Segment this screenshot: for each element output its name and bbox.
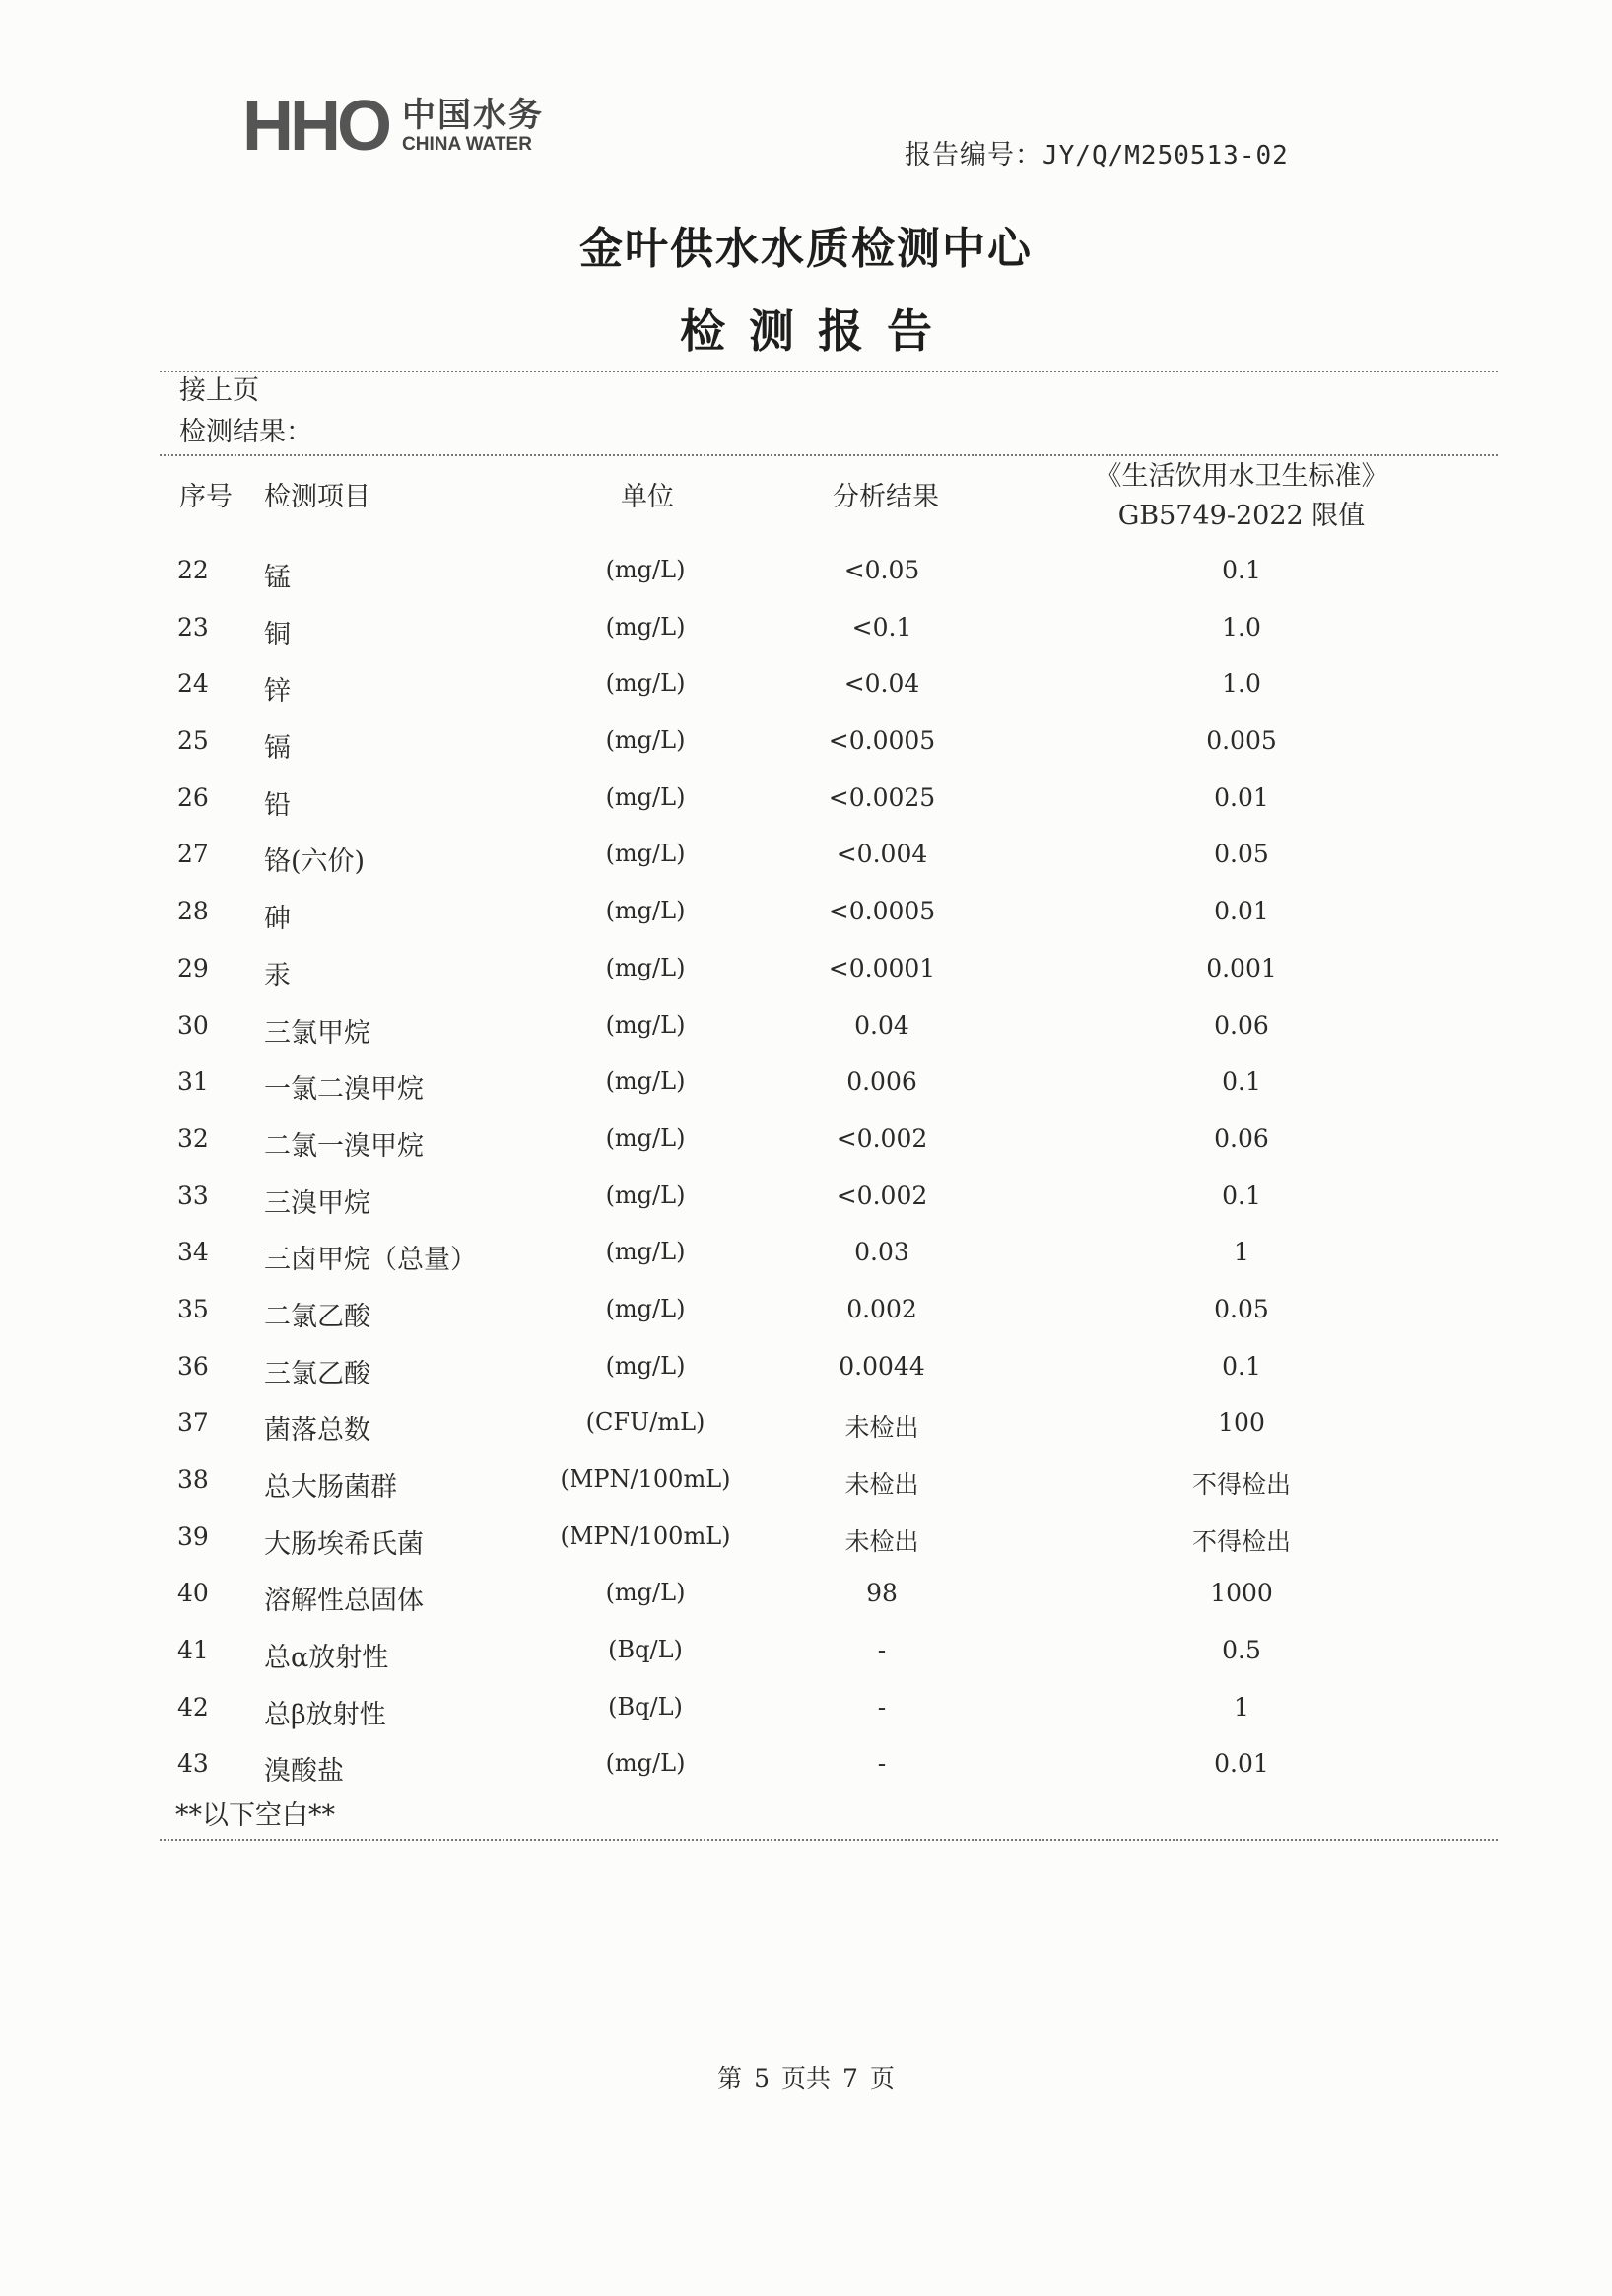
row-seq: 40 bbox=[177, 1579, 209, 1608]
row-limit: 0.01 bbox=[1214, 897, 1269, 926]
row-unit: (mg/L) bbox=[605, 1238, 686, 1266]
table-row bbox=[0, 1396, 1612, 1453]
row-limit: 0.5 bbox=[1222, 1636, 1261, 1665]
row-item: 总大肠菌群 bbox=[264, 1472, 397, 1503]
row-item: 铅 bbox=[264, 789, 291, 821]
row-limit: 0.05 bbox=[1214, 840, 1269, 869]
row-unit: (mg/L) bbox=[605, 1067, 686, 1096]
row-item: 镉 bbox=[264, 733, 291, 765]
page-footer bbox=[0, 2060, 1612, 2095]
row-seq: 23 bbox=[177, 612, 209, 642]
row-item: 锌 bbox=[264, 676, 291, 708]
table-header bbox=[0, 455, 1612, 540]
logo-mark: HHO bbox=[242, 87, 388, 166]
row-result: <0.0025 bbox=[828, 782, 936, 812]
logo bbox=[242, 87, 544, 166]
row-seq: 36 bbox=[177, 1351, 209, 1381]
row-seq: 25 bbox=[177, 726, 209, 756]
row-item: 三氯甲烷 bbox=[264, 1017, 370, 1048]
col-seq: 序号 bbox=[179, 482, 233, 512]
row-result: <0.0005 bbox=[828, 897, 936, 926]
row-limit: 不得检出 bbox=[1191, 1470, 1291, 1499]
report-number-label: 报告编号： bbox=[905, 140, 1042, 170]
row-seq: 28 bbox=[177, 897, 209, 926]
row-seq: 35 bbox=[177, 1294, 209, 1323]
row-seq: 41 bbox=[177, 1636, 209, 1665]
page-suffix: 页 bbox=[869, 2064, 895, 2093]
row-seq: 42 bbox=[177, 1692, 209, 1722]
row-item: 二氯一溴甲烷 bbox=[264, 1130, 424, 1162]
row-unit: (mg/L) bbox=[605, 1010, 686, 1039]
row-limit: 1 bbox=[1234, 1238, 1249, 1267]
row-seq: 34 bbox=[177, 1238, 209, 1267]
col-limit bbox=[1064, 457, 1419, 536]
row-result: <0.002 bbox=[836, 1123, 928, 1153]
table-row bbox=[0, 544, 1612, 601]
row-result: - bbox=[877, 1636, 887, 1665]
table-row bbox=[0, 828, 1612, 885]
report-number bbox=[905, 133, 1289, 171]
row-result: 未检出 bbox=[844, 1470, 919, 1499]
row-result: 0.006 bbox=[846, 1067, 917, 1097]
row-limit: 0.1 bbox=[1222, 1181, 1261, 1210]
row-result: 0.04 bbox=[854, 1010, 909, 1040]
row-limit: 1 bbox=[1234, 1692, 1249, 1722]
row-unit: (mg/L) bbox=[605, 556, 686, 583]
table-row bbox=[0, 999, 1612, 1056]
row-seq: 27 bbox=[177, 840, 209, 869]
row-unit: (MPN/100mL) bbox=[560, 1465, 731, 1493]
row-result: <0.0005 bbox=[828, 726, 936, 756]
row-item: 总β放射性 bbox=[264, 1699, 386, 1730]
results-label: 检测结果： bbox=[179, 417, 312, 447]
col-item: 检测项目 bbox=[264, 482, 370, 512]
row-unit: (Bq/L) bbox=[608, 1636, 683, 1664]
row-unit: (Bq/L) bbox=[608, 1692, 683, 1721]
row-item: 总α放射性 bbox=[264, 1643, 389, 1674]
table-row bbox=[0, 1055, 1612, 1113]
row-limit: 0.1 bbox=[1222, 556, 1261, 584]
row-limit: 0.05 bbox=[1214, 1294, 1269, 1323]
row-item: 锰 bbox=[264, 563, 291, 593]
report-number-value: JY/Q/M250513-02 bbox=[1042, 141, 1289, 170]
row-unit: (mg/L) bbox=[605, 612, 686, 641]
row-result: 0.002 bbox=[846, 1294, 917, 1323]
table-row bbox=[0, 1567, 1612, 1624]
row-result: <0.04 bbox=[843, 669, 920, 699]
row-unit: (mg/L) bbox=[605, 782, 686, 811]
row-unit: (CFU/mL) bbox=[585, 1408, 705, 1437]
row-item: 三卤甲烷（总量） bbox=[264, 1245, 477, 1276]
row-seq: 30 bbox=[177, 1010, 209, 1040]
row-limit: 不得检出 bbox=[1191, 1526, 1291, 1556]
table-row bbox=[0, 1624, 1612, 1681]
row-unit: (mg/L) bbox=[605, 1123, 686, 1152]
row-seq: 31 bbox=[177, 1067, 209, 1097]
row-item: 一氯二溴甲烷 bbox=[264, 1074, 424, 1106]
row-limit: 0.06 bbox=[1214, 1123, 1269, 1153]
row-seq: 38 bbox=[177, 1465, 209, 1494]
row-seq: 26 bbox=[177, 782, 209, 812]
row-limit: 0.1 bbox=[1222, 1067, 1261, 1097]
row-unit: (mg/L) bbox=[605, 1579, 686, 1607]
col-result: 分析结果 bbox=[833, 482, 939, 512]
col-unit: 单位 bbox=[621, 482, 674, 512]
row-result: - bbox=[877, 1692, 887, 1722]
row-result: 未检出 bbox=[844, 1413, 919, 1443]
continued-label: 接上页 bbox=[179, 375, 259, 406]
document-title: 检测报告 bbox=[680, 304, 956, 358]
intro-block bbox=[179, 371, 312, 453]
table-row bbox=[0, 885, 1612, 942]
table-row bbox=[0, 657, 1612, 714]
table-row bbox=[0, 601, 1612, 658]
table-row bbox=[0, 1511, 1612, 1568]
col-limit-line2: GB5749-2022 限值 bbox=[1117, 501, 1366, 531]
row-item: 三溴甲烷 bbox=[264, 1187, 370, 1219]
row-unit: (mg/L) bbox=[605, 669, 686, 698]
row-item: 二氯乙酸 bbox=[264, 1301, 370, 1332]
row-result: 0.03 bbox=[854, 1238, 909, 1267]
divider-bottom bbox=[160, 1839, 1498, 1841]
row-item: 铜 bbox=[264, 619, 291, 650]
table-row bbox=[0, 1283, 1612, 1340]
page-number: 5 bbox=[754, 2064, 770, 2093]
row-unit: (mg/L) bbox=[605, 1351, 686, 1380]
page-total: 7 bbox=[842, 2064, 858, 2093]
row-item: 菌落总数 bbox=[264, 1415, 370, 1447]
row-result: 未检出 bbox=[844, 1526, 919, 1556]
divider-top bbox=[160, 371, 1498, 372]
row-result: <0.1 bbox=[851, 612, 912, 642]
organization-title: 金叶供水水质检测中心 bbox=[579, 224, 1033, 274]
row-unit: (mg/L) bbox=[605, 726, 686, 755]
row-item: 铬(六价) bbox=[264, 846, 366, 878]
table-row bbox=[0, 1113, 1612, 1170]
logo-chinese: 中国水务 bbox=[402, 96, 544, 135]
row-seq: 32 bbox=[177, 1123, 209, 1153]
row-unit: (mg/L) bbox=[605, 1181, 686, 1209]
row-result: <0.05 bbox=[843, 556, 920, 584]
row-unit: (mg/L) bbox=[605, 1294, 686, 1322]
row-item: 溶解性总固体 bbox=[264, 1586, 424, 1617]
blank-below-note: **以下空白** bbox=[175, 1800, 335, 1831]
row-result: - bbox=[877, 1749, 887, 1779]
col-limit-line1: 《生活饮用水卫生标准》 bbox=[1095, 461, 1388, 492]
row-item: 三氯乙酸 bbox=[264, 1358, 370, 1389]
row-unit: (MPN/100mL) bbox=[560, 1521, 731, 1550]
row-limit: 0.005 bbox=[1206, 726, 1277, 756]
table-row bbox=[0, 1453, 1612, 1511]
row-seq: 22 bbox=[177, 556, 209, 584]
table-row bbox=[0, 1226, 1612, 1283]
row-item: 砷 bbox=[264, 904, 291, 935]
row-item: 溴酸盐 bbox=[264, 1756, 344, 1788]
row-unit: (mg/L) bbox=[605, 840, 686, 868]
table-row bbox=[0, 714, 1612, 772]
row-seq: 33 bbox=[177, 1181, 209, 1210]
row-unit: (mg/L) bbox=[605, 953, 686, 981]
row-limit: 1.0 bbox=[1222, 669, 1261, 699]
row-limit: 0.01 bbox=[1214, 782, 1269, 812]
row-item: 大肠埃希氏菌 bbox=[264, 1528, 424, 1560]
table-row bbox=[0, 1340, 1612, 1397]
results-table bbox=[0, 544, 1612, 1794]
row-result: <0.002 bbox=[836, 1181, 928, 1210]
table-row bbox=[0, 772, 1612, 829]
row-limit: 0.001 bbox=[1206, 953, 1277, 982]
row-unit: (mg/L) bbox=[605, 1749, 686, 1778]
page-prefix: 第 bbox=[717, 2064, 743, 2093]
row-seq: 24 bbox=[177, 669, 209, 699]
row-result: <0.0001 bbox=[828, 953, 936, 982]
table-row bbox=[0, 1681, 1612, 1738]
row-seq: 29 bbox=[177, 953, 209, 982]
row-limit: 100 bbox=[1218, 1408, 1265, 1438]
table-row bbox=[0, 1737, 1612, 1794]
row-seq: 37 bbox=[177, 1408, 209, 1438]
logo-english: CHINA WATER bbox=[402, 134, 532, 155]
row-seq: 39 bbox=[177, 1521, 209, 1551]
row-limit: 1.0 bbox=[1222, 612, 1261, 642]
row-item: 汞 bbox=[264, 960, 291, 991]
table-row bbox=[0, 1170, 1612, 1227]
row-result: <0.004 bbox=[836, 840, 928, 869]
row-result: 98 bbox=[866, 1579, 898, 1608]
table-row bbox=[0, 942, 1612, 999]
row-limit: 0.1 bbox=[1222, 1351, 1261, 1381]
row-result: 0.0044 bbox=[839, 1351, 925, 1381]
row-unit: (mg/L) bbox=[605, 897, 686, 925]
page-mid: 页共 bbox=[780, 2064, 831, 2093]
row-seq: 43 bbox=[177, 1749, 209, 1779]
row-limit: 1000 bbox=[1210, 1579, 1273, 1608]
row-limit: 0.01 bbox=[1214, 1749, 1269, 1779]
row-limit: 0.06 bbox=[1214, 1010, 1269, 1040]
